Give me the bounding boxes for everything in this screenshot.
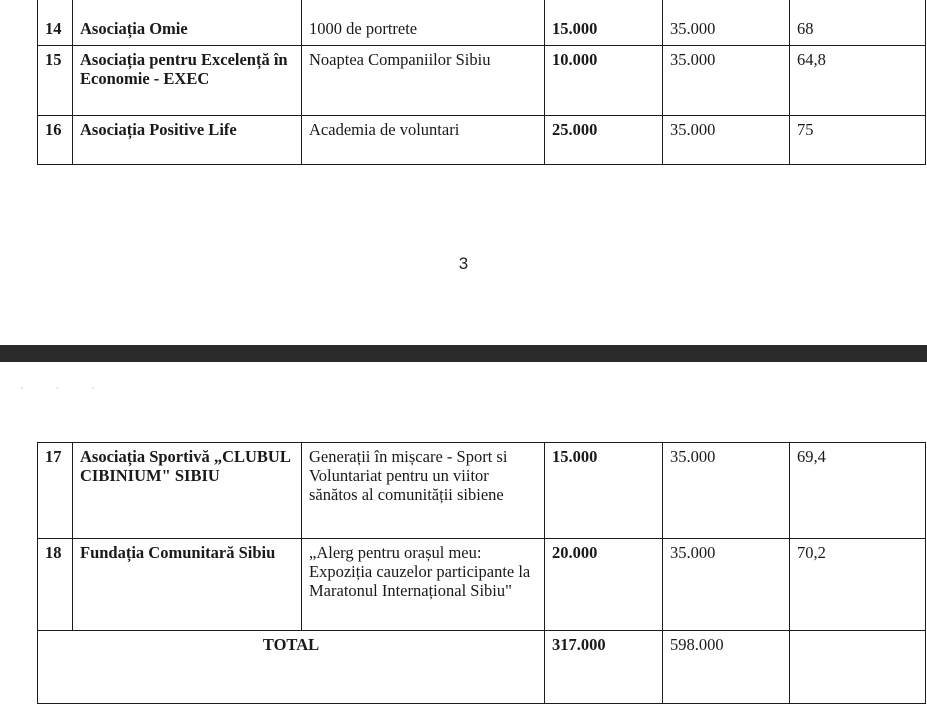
score: 75 (790, 116, 926, 165)
project-title: Academia de voluntari (302, 116, 545, 165)
total-requested: 317.000 (545, 631, 663, 704)
requested-amount: 25.000 (545, 116, 663, 165)
row-number: 15 (38, 46, 73, 116)
organization-name: Asociația pentru Excelență în Economie - EXEC (73, 46, 302, 116)
maximum-amount: 35.000 (663, 46, 790, 116)
organization-name: Asociația Omie (73, 0, 302, 46)
maximum-amount: 35.000 (663, 443, 790, 539)
maximum-amount: 35.000 (663, 539, 790, 631)
requested-amount: 20.000 (545, 539, 663, 631)
table-row (38, 443, 926, 539)
grants-table-page-3 (37, 0, 926, 165)
project-title: Noaptea Companiilor Sibiu (302, 46, 545, 116)
project-title: Generații în mișcare - Sport si Voluntariat pentru un viitor sănătos al comunității sibiene (302, 443, 545, 539)
score: 70,2 (790, 539, 926, 631)
total-row (38, 631, 926, 704)
table-row (38, 539, 926, 631)
score: 68 (790, 0, 926, 46)
maximum-amount: 35.000 (663, 0, 790, 46)
table-row (38, 46, 926, 116)
maximum-amount: 35.000 (663, 116, 790, 165)
grants-table-page-4 (37, 442, 926, 704)
total-maximum: 598.000 (663, 631, 790, 704)
requested-amount: 15.000 (545, 0, 663, 46)
row-number: 18 (38, 539, 73, 631)
score: 69,4 (790, 443, 926, 539)
total-label: TOTAL (38, 631, 545, 704)
row-number: 16 (38, 116, 73, 165)
row-number: 14 (38, 0, 73, 46)
requested-amount: 10.000 (545, 46, 663, 116)
page-number: 3 (458, 254, 469, 273)
project-title: 1000 de portrete (302, 0, 545, 46)
table-row (38, 0, 926, 46)
requested-amount: 15.000 (545, 443, 663, 539)
page-3 (0, 0, 927, 345)
organization-name: Asociația Sportivă „CLUBUL CIBINIUM" SIBIU (73, 443, 302, 539)
table-row (38, 116, 926, 165)
scan-specks: · · · (20, 380, 109, 394)
page-separator (0, 345, 927, 362)
total-score (790, 631, 926, 704)
organization-name: Asociația Positive Life (73, 116, 302, 165)
score: 64,8 (790, 46, 926, 116)
row-number: 17 (38, 443, 73, 539)
organization-name: Fundația Comunitară Sibiu (73, 539, 302, 631)
project-title: „Alerg pentru orașul meu: Expoziția cauzelor participante la Maratonul Internațional Sibiu" (302, 539, 545, 631)
